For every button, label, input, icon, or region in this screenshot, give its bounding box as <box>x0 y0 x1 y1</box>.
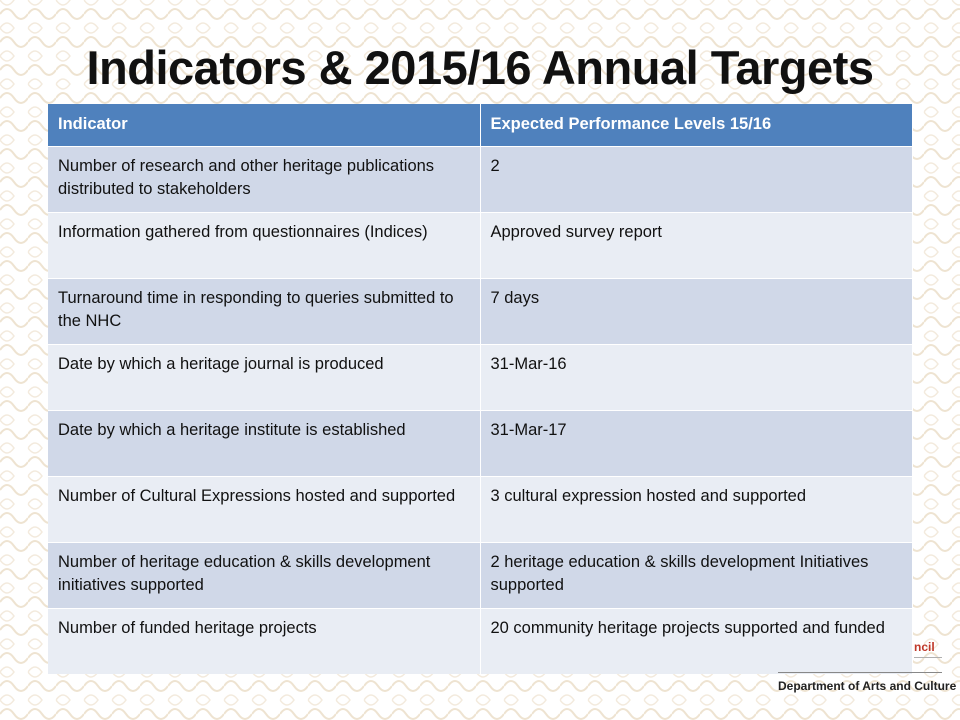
indicator-cell: Number of research and other heritage publications distributed to stakeholders <box>48 146 480 212</box>
indicator-cell: Number of Cultural Expressions hosted and supported <box>48 476 480 542</box>
partial-logo-rule <box>914 657 942 658</box>
page-title: Indicators & 2015/16 Annual Targets <box>86 41 874 94</box>
table-row <box>48 146 912 212</box>
indicator-cell: Number of funded heritage projects <box>48 608 480 674</box>
target-cell: 31-Mar-17 <box>480 410 912 476</box>
table-row <box>48 608 912 674</box>
column-header-indicator: Indicator <box>48 104 480 146</box>
partial-logo-text: ncil <box>914 640 935 654</box>
target-cell: 7 days <box>480 278 912 344</box>
target-cell: 2 <box>480 146 912 212</box>
indicator-cell: Date by which a heritage institute is established <box>48 410 480 476</box>
target-cell: 3 cultural expression hosted and supported <box>480 476 912 542</box>
table-row <box>48 542 912 608</box>
table-header-row <box>48 104 912 146</box>
table-row <box>48 476 912 542</box>
table-row <box>48 410 912 476</box>
table-row <box>48 278 912 344</box>
target-cell: 31-Mar-16 <box>480 344 912 410</box>
column-header-expected-performance: Expected Performance Levels 15/16 <box>480 104 912 146</box>
targets-table <box>48 104 913 674</box>
department-logo-text: Department of Arts and Culture <box>778 679 957 693</box>
indicator-cell: Information gathered from questionnaires (Indices) <box>48 212 480 278</box>
target-cell: 20 community heritage projects supported and funded <box>480 608 912 674</box>
footer-divider <box>778 672 942 673</box>
indicator-cell: Turnaround time in responding to queries submitted to the NHC <box>48 278 480 344</box>
table-row <box>48 212 912 278</box>
table-row <box>48 344 912 410</box>
target-cell: 2 heritage education & skills development Initiatives supported <box>480 542 912 608</box>
targets-table-container <box>48 104 912 674</box>
target-cell: Approved survey report <box>480 212 912 278</box>
indicator-cell: Date by which a heritage journal is produced <box>48 344 480 410</box>
indicator-cell: Number of heritage education & skills development initiatives supported <box>48 542 480 608</box>
